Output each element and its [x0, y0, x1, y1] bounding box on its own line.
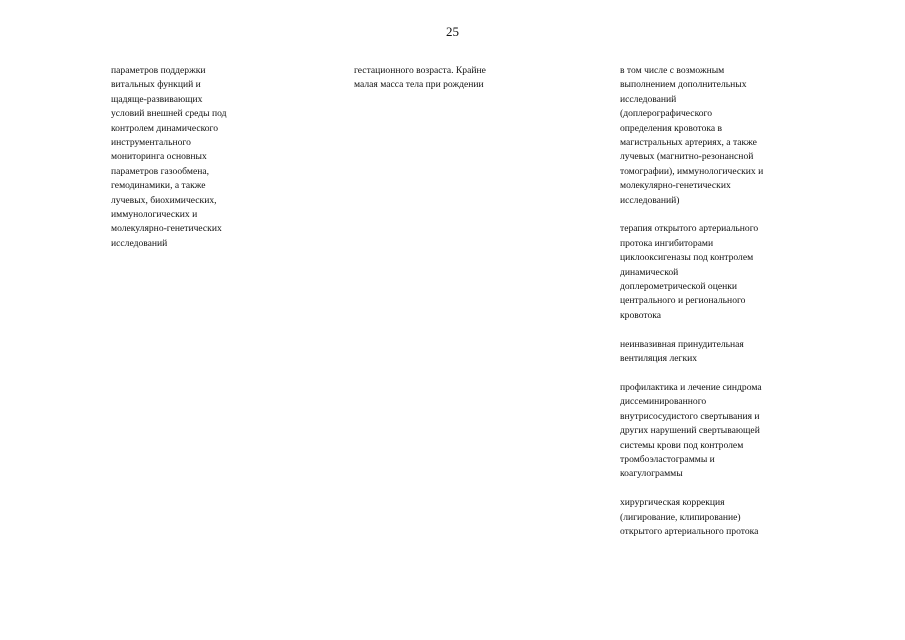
text-line: условий внешней среды под — [111, 108, 227, 120]
text-line: выполнением дополнительных — [620, 79, 747, 91]
text-line: исследований — [111, 237, 168, 249]
text-line: хирургическая коррекция — [620, 497, 725, 509]
text-line: коагулограммы — [620, 468, 683, 480]
column-1 — [111, 64, 261, 266]
text-line: (лигирование, клипирование) — [620, 511, 741, 523]
text-line: доплерометрической оценки — [620, 281, 738, 293]
column-3-paragraph-5 — [620, 496, 795, 539]
text-line: неинвазивная принудительная — [620, 338, 744, 350]
column-2-paragraph-1 — [354, 64, 514, 93]
text-line: иммунологических и — [111, 209, 198, 221]
text-line: в том числе с возможным — [620, 65, 725, 76]
text-line: магистральных артериях, а также — [620, 137, 757, 149]
text-line: (доплерографического — [620, 108, 713, 120]
column-3-paragraph-4 — [620, 381, 795, 482]
text-line: витальных функций и — [111, 79, 201, 91]
text-line: системы крови под контролем — [620, 439, 744, 451]
text-line: параметров поддержки — [111, 65, 206, 76]
text-line: циклооксигеназы под контролем — [620, 252, 754, 264]
text-line: молекулярно-генетических — [620, 180, 731, 192]
text-line: профилактика и лечение синдрома — [620, 381, 762, 393]
text-line: гемодинамики, а также — [111, 180, 206, 192]
page-number: 25 — [446, 24, 459, 39]
text-line: исследований — [620, 93, 677, 105]
column-3 — [620, 64, 795, 554]
text-line: мониторинга основных — [111, 151, 207, 163]
text-line: определения кровотока в — [620, 122, 723, 134]
text-line: внутрисосудистого свертывания и — [620, 410, 760, 422]
text-line: диссеминированного — [620, 396, 707, 408]
column-3-paragraph-3 — [620, 338, 795, 367]
text-line: центрального и регионального — [620, 295, 746, 307]
text-line: лучевых (магнитно-резонансной — [620, 151, 754, 163]
text-line: щадяще-развивающих — [111, 93, 203, 105]
text-line: динамической — [620, 266, 679, 278]
text-line: малая масса тела при рождении — [354, 79, 484, 91]
text-line: тромбоэластограммы и — [620, 453, 715, 465]
text-line: томографии), иммунологических и — [620, 165, 764, 177]
text-line: лучевых, биохимических, — [111, 194, 217, 206]
text-line: других нарушений свертывающей — [620, 425, 760, 437]
text-line: терапия открытого артериального — [620, 223, 759, 235]
column-2 — [354, 64, 514, 107]
text-line: молекулярно-генетических — [111, 223, 222, 235]
text-line: исследований) — [620, 194, 680, 206]
text-line: открытого артериального протока — [620, 525, 759, 537]
text-line: гестационного возраста. Крайне — [354, 65, 486, 76]
text-line: протока ингибиторами — [620, 237, 714, 249]
text-line: инструментального — [111, 137, 191, 149]
text-line: кровотока — [620, 309, 662, 321]
text-line: контролем динамического — [111, 122, 219, 134]
column-3-paragraph-1 — [620, 64, 795, 208]
column-3-paragraph-2 — [620, 222, 795, 323]
text-line: вентиляция легких — [620, 353, 698, 365]
text-line: параметров газообмена, — [111, 165, 210, 177]
column-1-paragraph-1 — [111, 64, 261, 251]
